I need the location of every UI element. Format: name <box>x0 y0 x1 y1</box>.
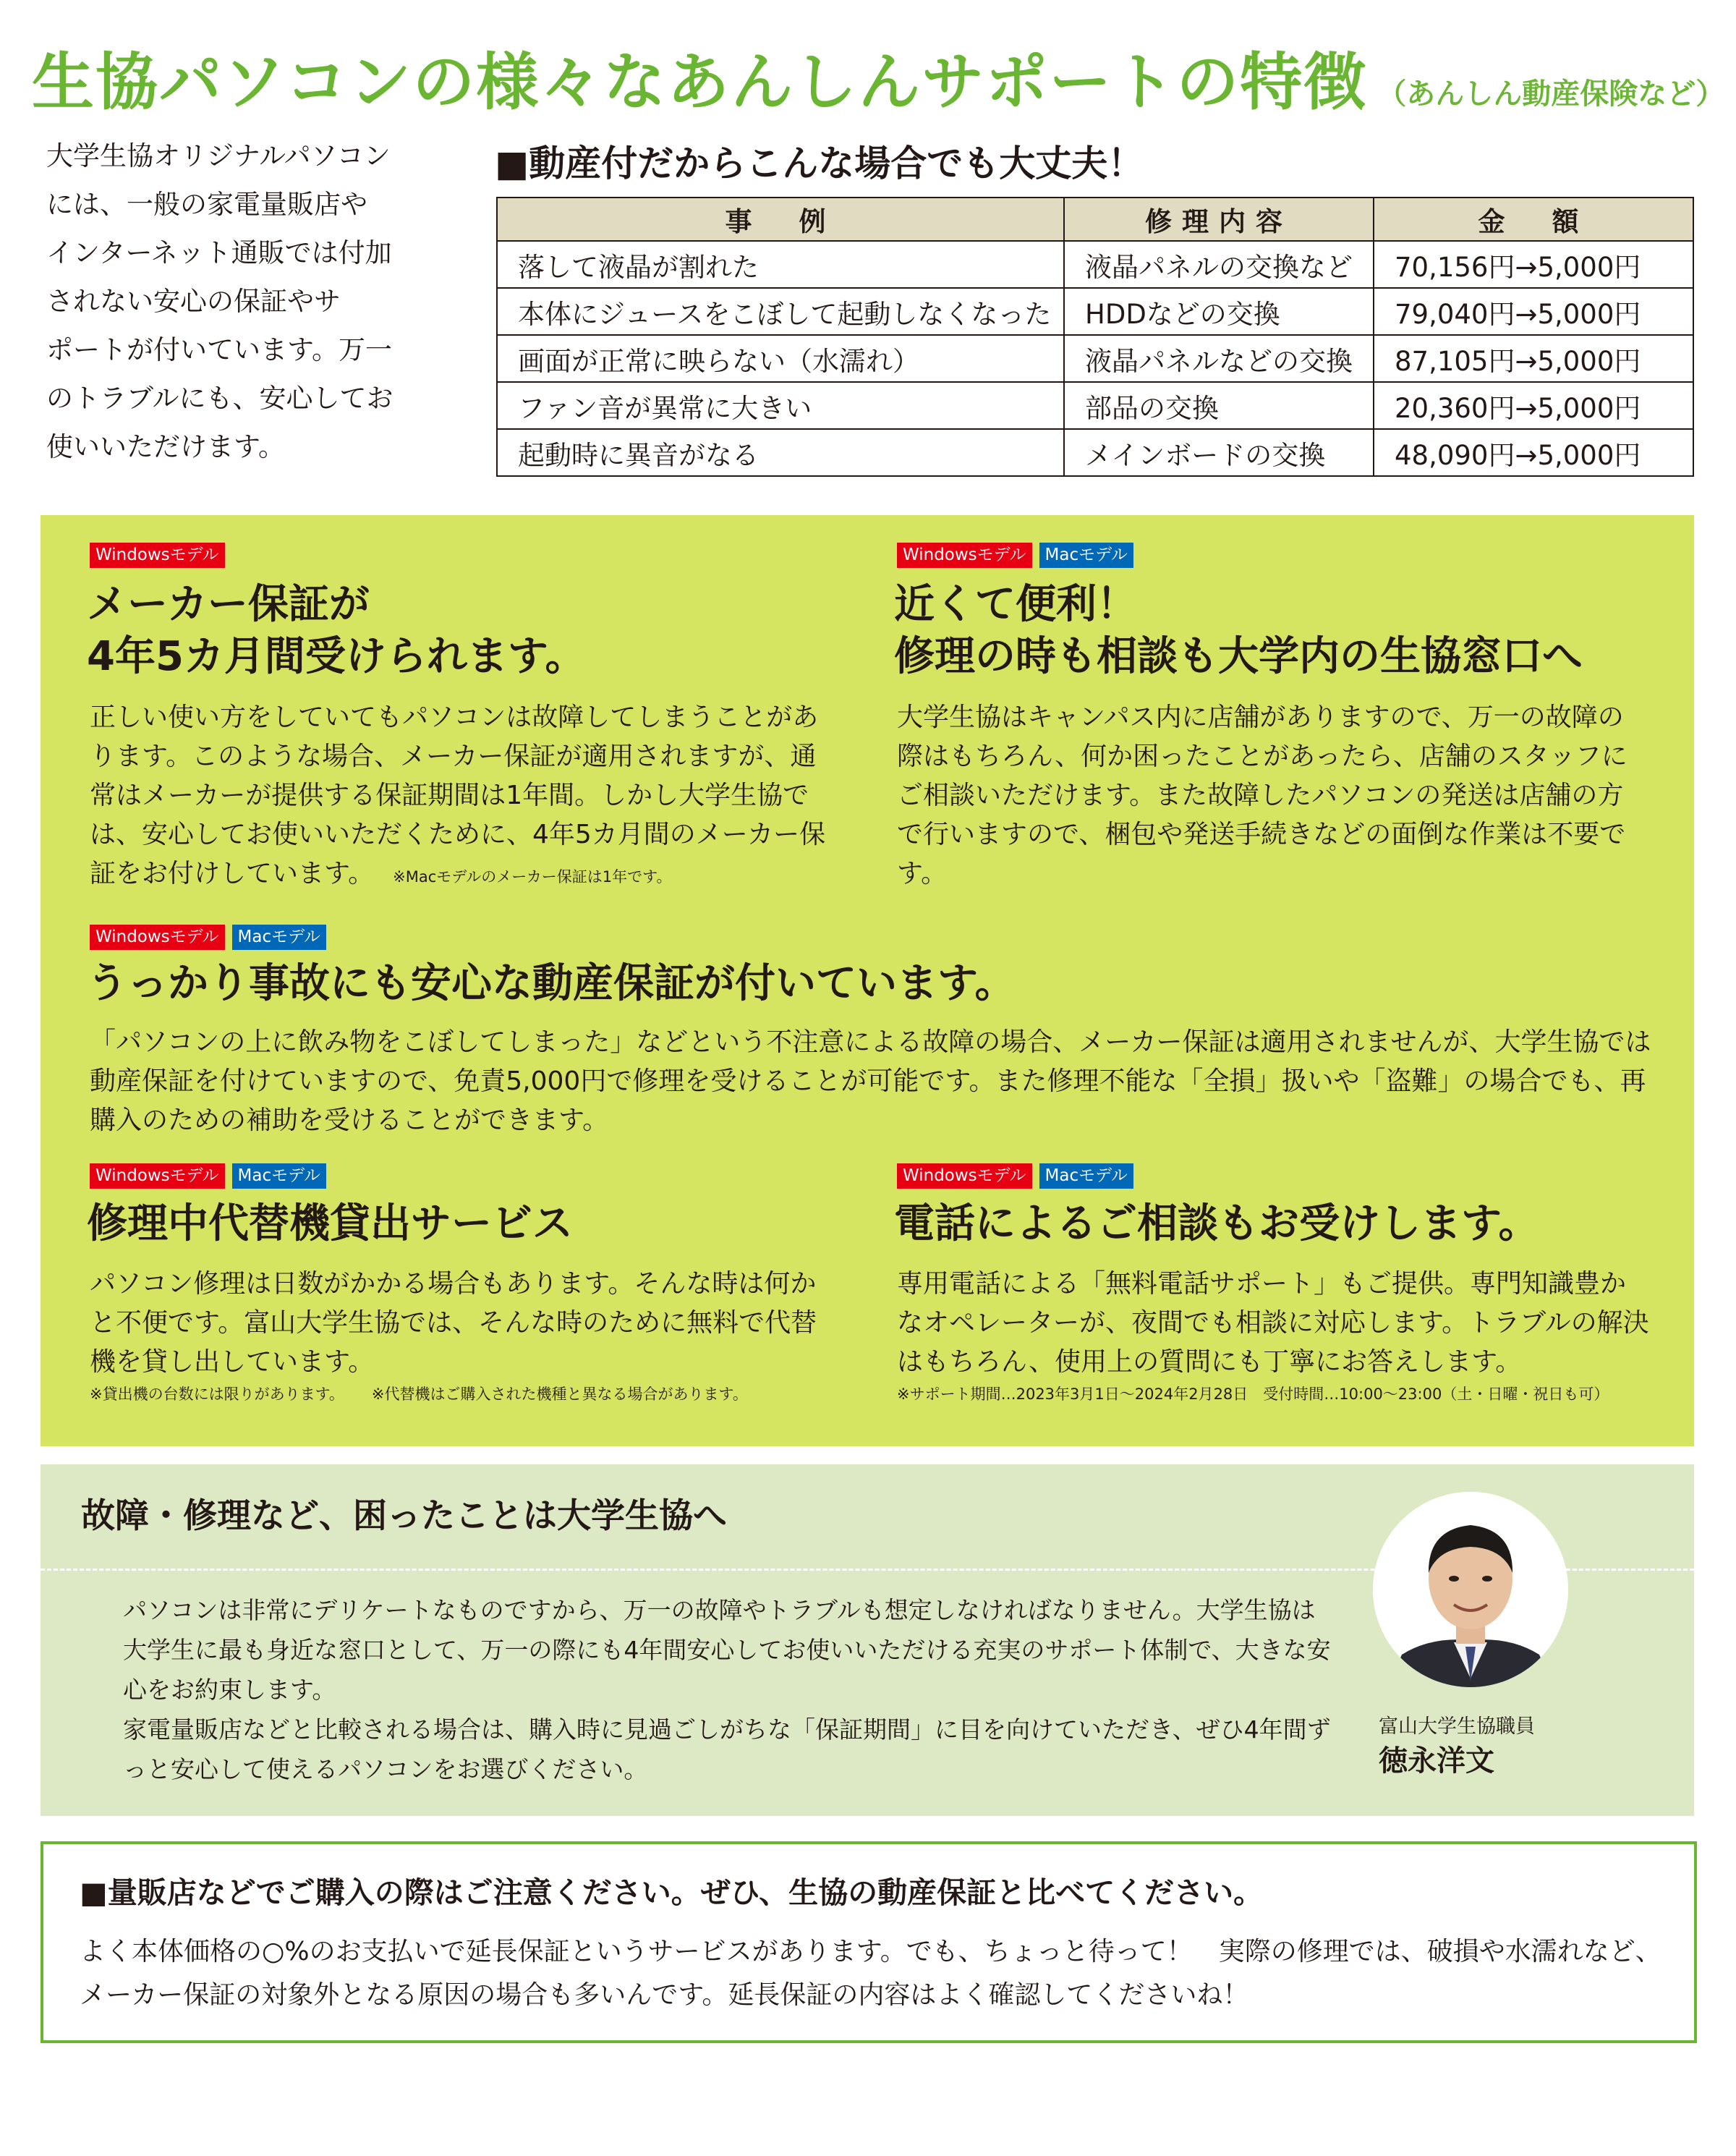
repair-cell: 液晶パネルの交換など <box>1064 241 1374 288</box>
notice-body: よく本体価格の○%のお支払いで延長保証というサービスがあります。でも、ちょっと待って！ 実際の修理では、破損や水濡れなど、メーカー保証の対象外となる原因の場合も多いんです。延長保証の内容はよく確認してくださいね！ <box>80 1937 1661 2010</box>
intro-text <box>46 132 437 471</box>
intro-line: 使いいただけます。 <box>46 431 286 462</box>
model-badges <box>90 1163 326 1189</box>
campus-title-line: 修理の時も相談も大学内の生協窓口へ <box>894 633 1583 680</box>
consult-body <box>123 1590 1338 1789</box>
table-row <box>497 335 1693 382</box>
title-text: 生協パソコンの様々なあんしんサポートの特徴 <box>32 46 1368 119</box>
intro-line: のトラブルにも、安心してお <box>46 383 393 414</box>
intro-line: 大学生協オリジナルパソコン <box>46 140 391 171</box>
warranty-body-text: 正しい使い方をしていてもパソコンは故障してしまうことがあります。このような場合、メーカー保証が適用されますが、通常はメーカーが提供する保証期間は1年間。しかし大学生協では、安心してお使いいただくために、4年5カ月間のメーカー保証をお付けしています。 <box>90 703 826 888</box>
table-row <box>497 382 1693 429</box>
amount-cell: 87,105円→5,000円 <box>1374 335 1693 382</box>
amount-cell: 20,360円→5,000円 <box>1374 382 1693 429</box>
windows-model-badge: Windowsモデル <box>90 1163 225 1189</box>
staff-name: 徳永洋文 <box>1379 1744 1494 1778</box>
notice-title: ■量販店などでご購入の際はご注意ください。ぜひ、生協の動産保証と比べてください。 <box>80 1875 1264 1910</box>
intro-line: には、一般の家電量販店や <box>46 189 367 220</box>
campus-body: 大学生協はキャンパス内に店舗がありますので、万一の故障の際はもちろん、何か困ったことがあったら、店舗のスタッフにご相談いただけます。また故障したパソコンの発送は店舗の方で行いますので、梱包や発送手続きなどの面倒な作業は不要です。 <box>897 703 1628 888</box>
loaner-note: ※代替機はご購入された機種と異なる場合があります。 <box>371 1385 748 1403</box>
mac-model-badge: Macモデル <box>1039 1163 1133 1189</box>
column-header-repair: 修理内容 <box>1064 198 1374 241</box>
campus-title <box>894 579 1583 683</box>
model-badges <box>90 925 326 950</box>
amount-cell: 48,090円→5,000円 <box>1374 429 1693 476</box>
mac-model-badge: Macモデル <box>232 925 326 950</box>
page-subtitle: （あんしん動産保険など） <box>1377 77 1725 111</box>
consult-paragraph: 家電量販店などと比較される場合は、購入時に見過ごしがちな「保証期間」に目を向けていただき、ぜひ4年間ずっと安心して使えるパソコンをお選びください。 <box>123 1715 1331 1783</box>
case-cell: 起動時に異音がなる <box>497 429 1064 476</box>
phone-title: 電話によるご相談もお受けします。 <box>894 1200 1539 1247</box>
column-header-amount: 金 額 <box>1374 198 1693 241</box>
staff-photo <box>1373 1492 1568 1687</box>
warranty-title-line: 4年5カ月間受けられます。 <box>87 633 586 680</box>
repair-cell: HDDなどの交換 <box>1064 288 1374 335</box>
page-title <box>32 32 1724 122</box>
warranty-title <box>87 579 585 683</box>
consult-title: 故障・修理など、困ったことは大学生協へ <box>81 1496 727 1536</box>
mac-model-badge: Macモデル <box>1039 543 1133 568</box>
loaner-note: ※貸出機の台数には限りがあります。 <box>90 1385 344 1403</box>
table-heading: ■動産付だからこんな場合でも大丈夫！ <box>495 143 1144 184</box>
windows-model-badge: Windowsモデル <box>897 1163 1032 1189</box>
intro-line: インターネット通販では付加 <box>46 237 392 268</box>
column-header-case: 事 例 <box>497 198 1064 241</box>
repair-cell: 液晶パネルなどの交換 <box>1064 335 1374 382</box>
table-row <box>497 429 1693 476</box>
table-row <box>497 241 1693 288</box>
campus-title-line: 近くて便利！ <box>894 581 1137 628</box>
model-badges <box>90 543 225 568</box>
warranty-body <box>90 698 839 894</box>
staff-portrait-image <box>1373 1492 1568 1687</box>
insurance-title: うっかり事故にも安心な動産保証が付いています。 <box>87 960 1016 1007</box>
warranty-note: ※Macモデルのメーカー保証は1年です。 <box>393 868 672 886</box>
repair-cell: 部品の交換 <box>1064 382 1374 429</box>
case-cell: ファン音が異常に大きい <box>497 382 1064 429</box>
intro-line: ポートが付いています。万一 <box>46 334 393 365</box>
case-cell: 本体にジュースをこぼして起動しなくなった <box>497 288 1064 335</box>
mac-model-badge: Macモデル <box>232 1163 326 1189</box>
windows-model-badge: Windowsモデル <box>897 543 1032 568</box>
model-badges <box>897 1163 1133 1189</box>
intro-line: されない安心の保証やサ <box>46 286 341 317</box>
windows-model-badge: Windowsモデル <box>90 925 225 950</box>
table-row <box>497 288 1693 335</box>
repair-cost-table <box>496 197 1694 477</box>
consult-paragraph: パソコンは非常にデリケートなものですから、万一の故障やトラブルも想定しなければなりません。大学生協は大学生に最も身近な窓口として、万一の際にも4年間安心してお使いいただける充実のサポート体制で、大きな安心をお約束します。 <box>123 1596 1331 1704</box>
insurance-body: 「パソコンの上に飲み物をこぼしてしまった」などという不注意による故障の場合、メーカー保証は適用されませんが、大学生協では動産保証を付けていますので、免責5,000円で修理を受けることが可能です。また修理不能な「全損」扱いや「盗難」の場合でも、再購入のための補助を受けることができます。 <box>90 1027 1651 1135</box>
phone-body: 専用電話による「無料電話サポート」もご提供。専門知識豊かなオペレーターが、夜間でも相談に対応します。トラブルの解決はもちろん、使用上の質問にも丁寧にお答えします。 <box>897 1269 1649 1377</box>
model-badges <box>897 543 1133 568</box>
staff-role: 富山大学生協職員 <box>1379 1715 1535 1738</box>
amount-cell: 70,156円→5,000円 <box>1374 241 1693 288</box>
table-header-row <box>497 198 1693 241</box>
loaner-body: パソコン修理は日数がかかる場合もあります。そんな時は何かと不便です。富山大学生協では、そんな時のために無料で代替機を貸し出しています。 <box>90 1269 817 1377</box>
loaner-notes <box>90 1383 748 1405</box>
case-cell: 落して液晶が割れた <box>497 241 1064 288</box>
loaner-title: 修理中代替機貸出サービス <box>87 1200 573 1247</box>
windows-model-badge: Windowsモデル <box>90 543 225 568</box>
repair-cell: メインボードの交換 <box>1064 429 1374 476</box>
amount-cell: 79,040円→5,000円 <box>1374 288 1693 335</box>
phone-note: ※サポート期間…2023年3月1日～2024年2月28日 受付時間…10:00～23:00（土・日曜・祝日も可） <box>897 1385 1609 1403</box>
case-cell: 画面が正常に映らない（水濡れ） <box>497 335 1064 382</box>
warranty-title-line: メーカー保証が <box>87 581 370 628</box>
